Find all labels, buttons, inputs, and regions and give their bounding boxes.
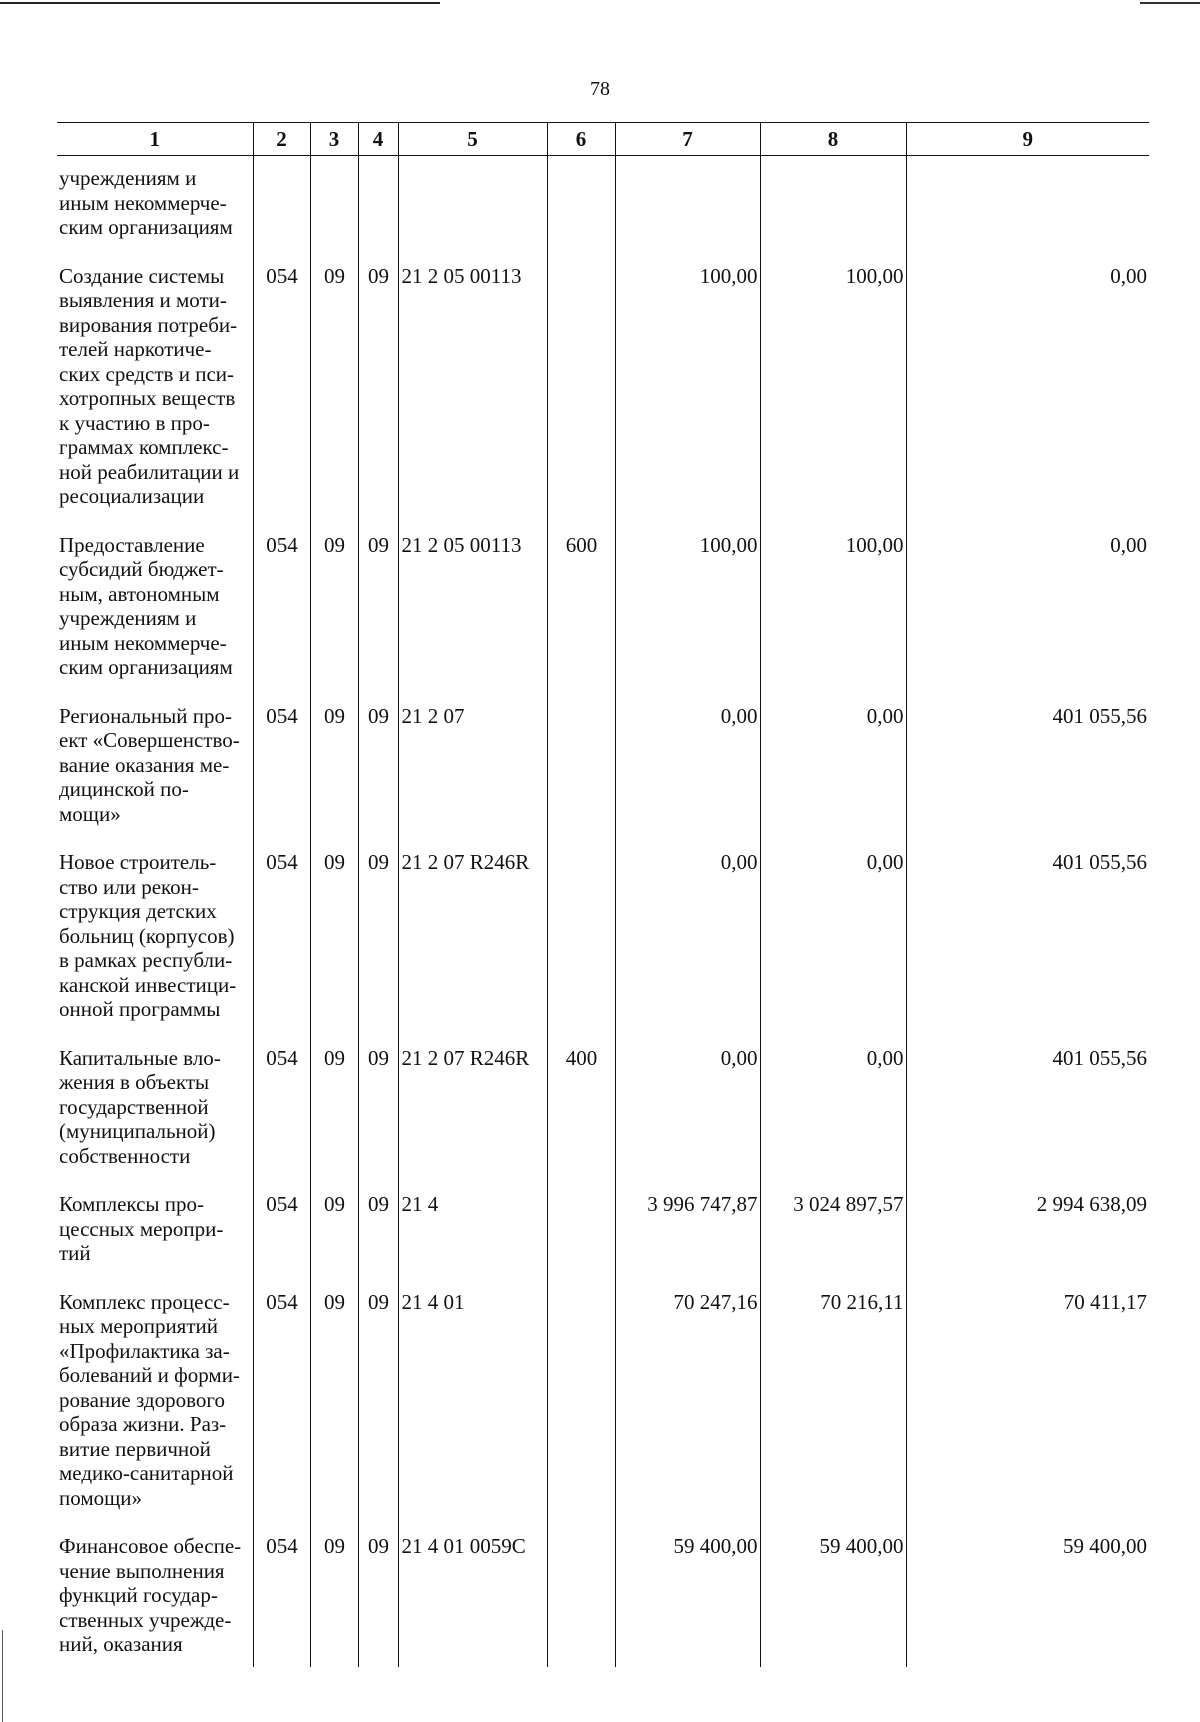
budget-table-container	[57, 122, 1149, 1667]
column-header-7: 7	[615, 123, 760, 156]
item-name-line: к участию в про-	[59, 410, 210, 435]
item-name-line: чение выполнения	[59, 1558, 225, 1583]
item-name-line: телей наркотиче-	[59, 337, 212, 361]
cell-expense-type	[547, 1178, 615, 1276]
item-name-line: учреждениям и	[59, 166, 197, 190]
item-name-line: ство или рекон-	[59, 874, 199, 899]
cell-amount-year3: 401 055,56	[906, 690, 1149, 837]
column-header-8: 8	[760, 123, 906, 156]
item-name-line: ским организациям	[59, 215, 233, 239]
column-header-3: 3	[310, 123, 358, 156]
cell-expense-type	[547, 1520, 615, 1667]
cell-expense-type	[547, 156, 615, 250]
table-row	[57, 1520, 1149, 1667]
cell-amount-year3: 401 055,56	[906, 1032, 1149, 1179]
cell-amount-year2: 0,00	[760, 836, 906, 1032]
column-header-4: 4	[358, 123, 398, 156]
item-name-line: канской инвестици-	[59, 972, 237, 997]
column-header-6: 6	[547, 123, 615, 156]
cell-amount-year2: 3 024 897,57	[760, 1178, 906, 1276]
cell-item-name	[57, 1520, 253, 1667]
table-row	[57, 1276, 1149, 1521]
table-row	[57, 519, 1149, 690]
cell-item-name	[57, 519, 253, 690]
table-row	[57, 1178, 1149, 1276]
cell-ministry-code: 054	[253, 1178, 310, 1276]
cell-subsection: 09	[358, 250, 398, 519]
cell-amount-year1: 59 400,00	[615, 1520, 760, 1667]
cell-expense-type: 600	[547, 519, 615, 690]
cell-expense-type	[547, 690, 615, 837]
item-name-line: медико-санитарной	[59, 1461, 234, 1485]
item-name-line: рование здорового	[59, 1387, 225, 1412]
item-name-line: Региональный про-	[59, 703, 232, 728]
item-name-line: ект «Совершенство-	[59, 728, 240, 752]
item-name-line: Капитальные вло-	[59, 1045, 221, 1070]
cell-amount-year1: 0,00	[615, 690, 760, 837]
cell-target-item: 21 2 05 00113	[398, 519, 547, 690]
item-name-line: субсидий бюджет-	[59, 557, 224, 581]
item-name-line: Финансовое обеспе-	[59, 1534, 242, 1558]
cell-item-name	[57, 156, 253, 250]
cell-target-item: 21 4	[398, 1178, 547, 1276]
cell-amount-year2: 0,00	[760, 690, 906, 837]
item-name-line: ресоциализации	[59, 484, 205, 508]
item-name-line: вание оказания ме-	[59, 752, 230, 777]
column-header-5: 5	[398, 123, 547, 156]
cell-ministry-code: 054	[253, 690, 310, 837]
item-name-line: цессных меропри-	[59, 1216, 224, 1241]
scan-artifact-top-line-right	[1140, 2, 1200, 4]
cell-section: 09	[310, 1276, 358, 1521]
cell-amount-year3: 59 400,00	[906, 1520, 1149, 1667]
cell-ministry-code: 054	[253, 1520, 310, 1667]
table-row	[57, 690, 1149, 837]
cell-amount-year1: 70 247,16	[615, 1276, 760, 1521]
item-name-line: образа жизни. Раз-	[59, 1412, 227, 1436]
cell-section: 09	[310, 836, 358, 1032]
cell-amount-year3: 0,00	[906, 519, 1149, 690]
item-name-line: ным, автономным	[59, 581, 220, 606]
item-name-line: болеваний и форми-	[59, 1363, 240, 1387]
item-name-line: государственной	[59, 1094, 209, 1119]
item-name-line: Создание системы	[59, 263, 225, 288]
column-header-1: 1	[57, 123, 253, 156]
item-name-line: ной реабилитации и	[59, 459, 240, 484]
item-name-line: хотропных веществ	[59, 386, 236, 410]
cell-section: 09	[310, 1032, 358, 1179]
cell-section: 09	[310, 690, 358, 837]
cell-subsection: 09	[358, 1520, 398, 1667]
item-name-line: Новое строитель-	[59, 850, 217, 874]
cell-expense-type: 400	[547, 1032, 615, 1179]
item-name-line: граммах комплекс-	[59, 435, 229, 459]
item-name-line: онной программы	[59, 997, 221, 1021]
cell-amount-year3: 70 411,17	[906, 1276, 1149, 1521]
item-name-line: в рамках республи-	[59, 948, 233, 972]
scan-artifact-top-line	[0, 2, 440, 4]
cell-section: 09	[310, 1520, 358, 1667]
cell-amount-year2: 0,00	[760, 1032, 906, 1179]
item-name-line: выявления и моти-	[59, 288, 227, 312]
item-name-line: вирования потреби-	[59, 312, 238, 337]
cell-expense-type	[547, 250, 615, 519]
cell-section: 09	[310, 250, 358, 519]
cell-amount-year1	[615, 156, 760, 250]
item-name-line: ных мероприятий	[59, 1314, 218, 1338]
cell-subsection	[358, 156, 398, 250]
cell-target-item: 21 4 01	[398, 1276, 547, 1521]
cell-amount-year2: 100,00	[760, 519, 906, 690]
cell-subsection: 09	[358, 690, 398, 837]
cell-expense-type	[547, 836, 615, 1032]
cell-ministry-code: 054	[253, 1032, 310, 1179]
item-name-line: ний, оказания	[59, 1632, 183, 1656]
item-name-line: тий	[59, 1241, 91, 1265]
item-name-line: иным некоммерче-	[59, 630, 227, 655]
item-name-line: Комплекс процесс-	[59, 1289, 230, 1314]
item-name-line: (муниципальной)	[59, 1119, 216, 1143]
item-name-line: Предоставление	[59, 532, 205, 557]
cell-subsection: 09	[358, 1178, 398, 1276]
table-row	[57, 250, 1149, 519]
item-name-line: иным некоммерче-	[59, 190, 227, 215]
cell-amount-year1: 100,00	[615, 250, 760, 519]
cell-ministry-code	[253, 156, 310, 250]
scan-artifact-left-edge	[2, 1630, 3, 1722]
cell-target-item: 21 2 05 00113	[398, 250, 547, 519]
cell-section	[310, 156, 358, 250]
cell-subsection: 09	[358, 1032, 398, 1179]
cell-amount-year2	[760, 156, 906, 250]
cell-amount-year3: 0,00	[906, 250, 1149, 519]
cell-amount-year3	[906, 156, 1149, 250]
cell-amount-year1: 0,00	[615, 1032, 760, 1179]
item-name-line: дицинской по-	[59, 777, 189, 801]
item-name-line: функций государ-	[59, 1583, 218, 1607]
cell-target-item: 21 4 01 0059С	[398, 1520, 547, 1667]
table-header-row	[57, 123, 1149, 156]
item-name-line: струкция детских	[59, 899, 217, 923]
cell-amount-year1: 3 996 747,87	[615, 1178, 760, 1276]
column-header-2: 2	[253, 123, 310, 156]
cell-item-name	[57, 1032, 253, 1179]
cell-subsection: 09	[358, 1276, 398, 1521]
cell-target-item: 21 2 07 R246R	[398, 836, 547, 1032]
item-name-line: Комплексы про-	[59, 1192, 204, 1216]
item-name-line: собственности	[59, 1143, 191, 1168]
cell-ministry-code: 054	[253, 250, 310, 519]
cell-amount-year1: 0,00	[615, 836, 760, 1032]
cell-amount-year2: 59 400,00	[760, 1520, 906, 1667]
cell-section: 09	[310, 519, 358, 690]
cell-expense-type	[547, 1276, 615, 1521]
cell-section: 09	[310, 1178, 358, 1276]
cell-item-name	[57, 690, 253, 837]
cell-subsection: 09	[358, 519, 398, 690]
item-name-line: ским организациям	[59, 655, 233, 679]
cell-amount-year2: 100,00	[760, 250, 906, 519]
item-name-line: «Профилактика за-	[59, 1338, 230, 1363]
cell-amount-year3: 2 994 638,09	[906, 1178, 1149, 1276]
item-name-line: учреждениям и	[59, 606, 197, 630]
cell-item-name	[57, 836, 253, 1032]
cell-target-item	[398, 156, 547, 250]
cell-ministry-code: 054	[253, 519, 310, 690]
cell-item-name	[57, 1178, 253, 1276]
table-row	[57, 836, 1149, 1032]
page-number: 78	[590, 78, 610, 100]
table-body	[57, 156, 1149, 1667]
table-row	[57, 156, 1149, 250]
column-header-9: 9	[906, 123, 1149, 156]
cell-amount-year2: 70 216,11	[760, 1276, 906, 1521]
item-name-line: больниц (корпусов)	[59, 923, 235, 948]
cell-ministry-code: 054	[253, 836, 310, 1032]
cell-subsection: 09	[358, 836, 398, 1032]
item-name-line: жения в объекты	[59, 1070, 210, 1094]
cell-item-name	[57, 250, 253, 519]
cell-item-name	[57, 1276, 253, 1521]
cell-amount-year3: 401 055,56	[906, 836, 1149, 1032]
item-name-line: ских средств и пси-	[59, 361, 235, 386]
item-name-line: помощи»	[59, 1485, 143, 1510]
cell-ministry-code: 054	[253, 1276, 310, 1521]
budget-table	[57, 122, 1149, 1667]
cell-amount-year1: 100,00	[615, 519, 760, 690]
item-name-line: мощи»	[59, 801, 121, 826]
cell-target-item: 21 2 07	[398, 690, 547, 837]
table-row	[57, 1032, 1149, 1179]
item-name-line: витие первичной	[59, 1436, 211, 1461]
cell-target-item: 21 2 07 R246R	[398, 1032, 547, 1179]
item-name-line: ственных учрежде-	[59, 1607, 232, 1632]
